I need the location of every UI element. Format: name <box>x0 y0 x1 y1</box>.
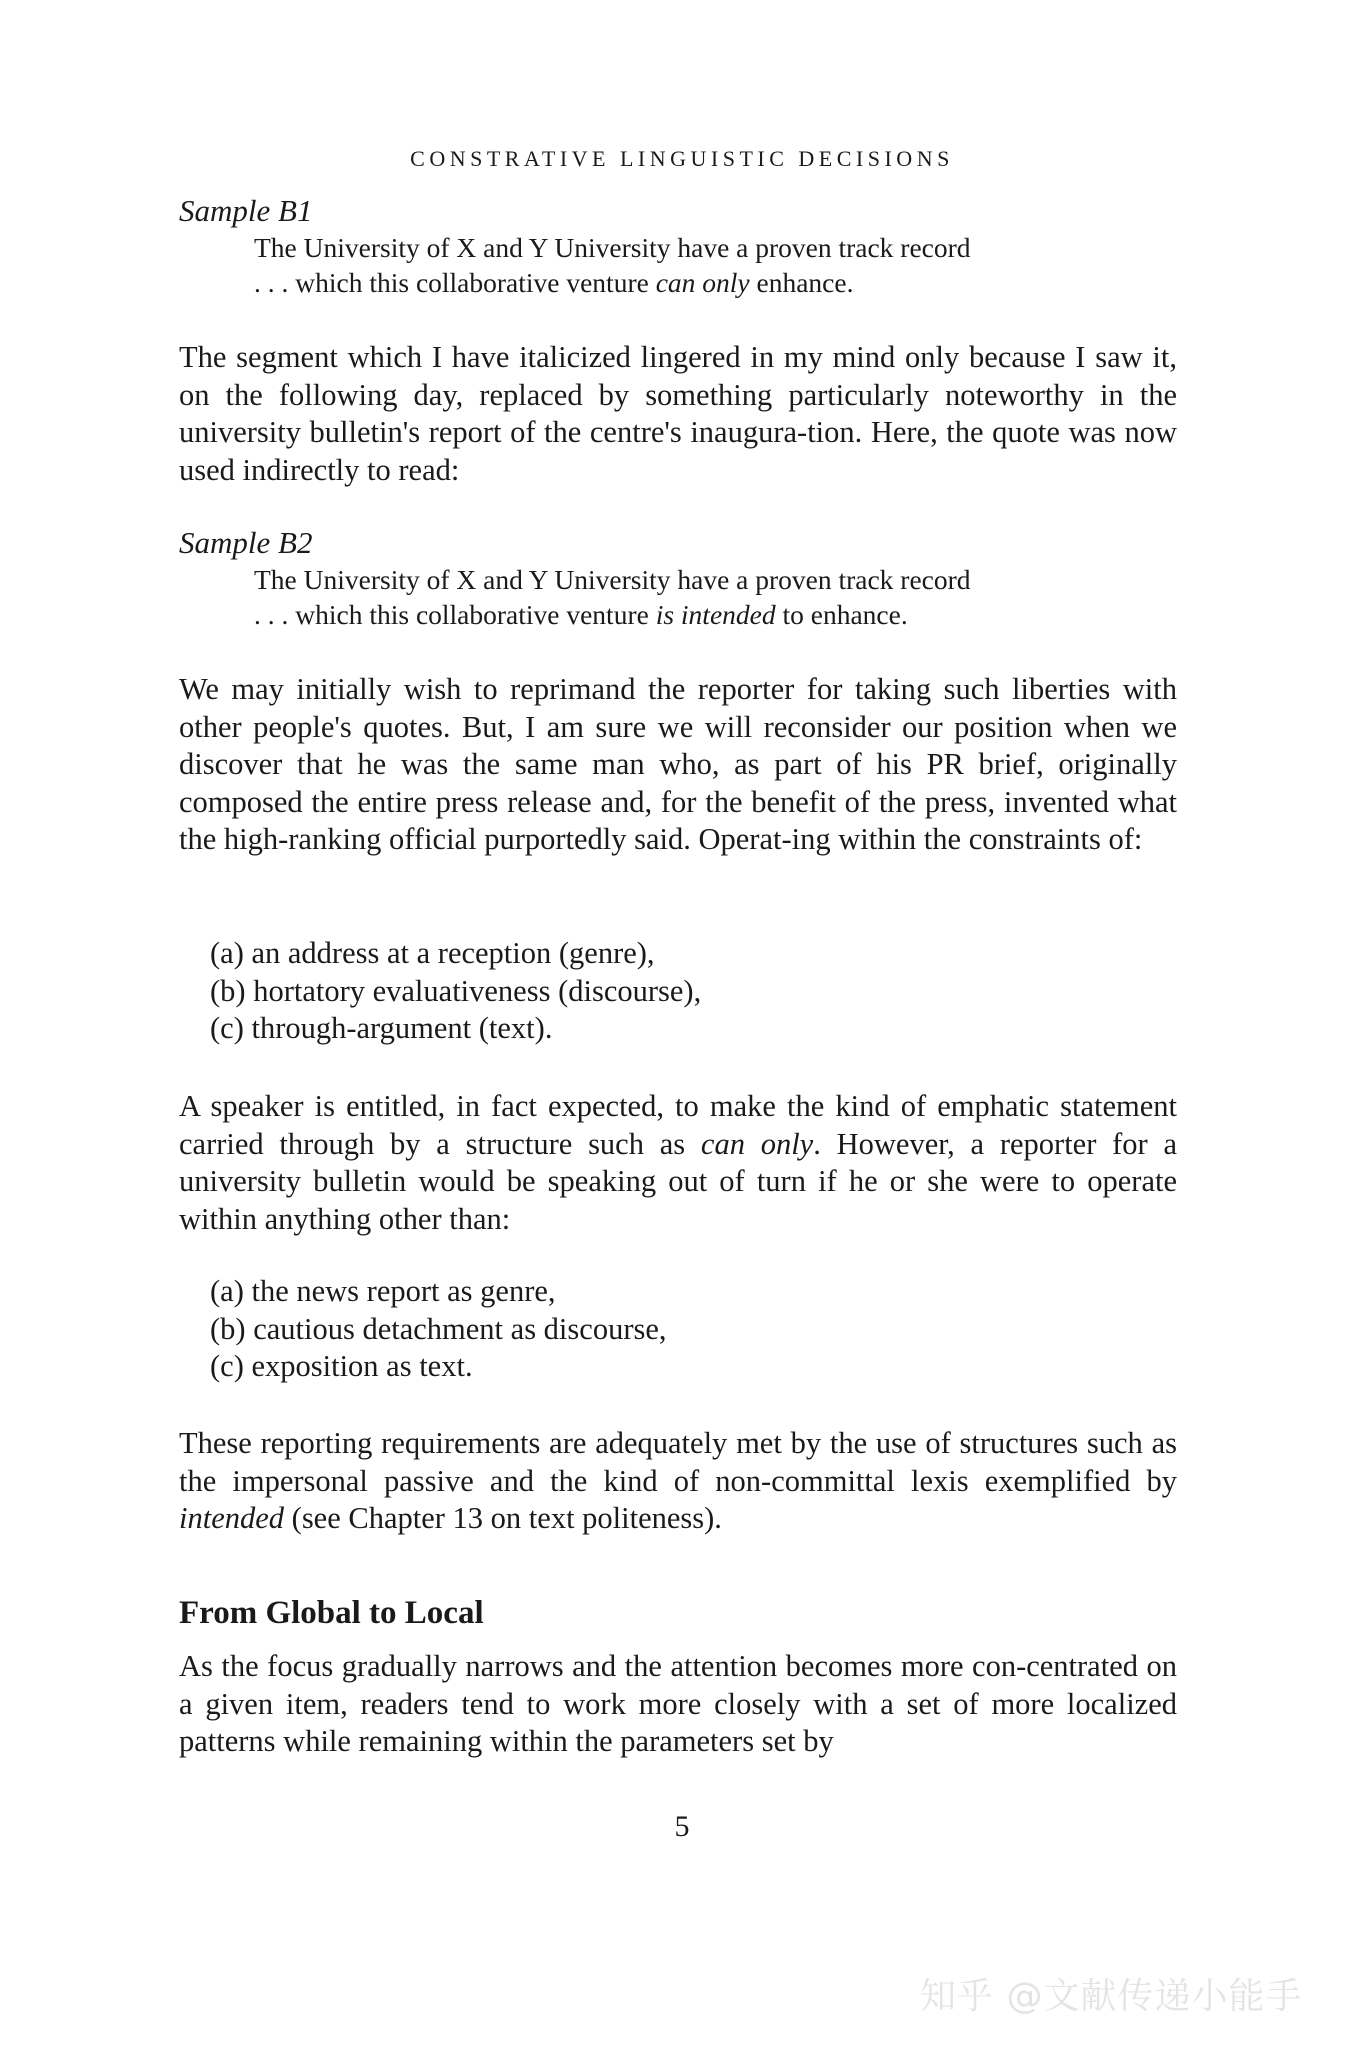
paragraph-4: These reporting requirements are adequately met by the use of structures such as the impersonal passive and the kind of non-committal lexis exemplified by intended (see Chapter 13 on text politeness). <box>179 1426 1177 1535</box>
sample-b2 <box>179 524 1177 632</box>
list-item: (b) cautious detachment as discourse, <box>210 1311 667 1346</box>
sample-b1-label: Sample B1 <box>179 193 313 228</box>
paragraph-3: A speaker is entitled, in fact expected, to make the kind of emphatic statement carried through by a structure such as can only. However, a reporter for a university bulletin would be speaking out of turn if he or she were to operate within anything other than: <box>179 1089 1177 1236</box>
sample-b1-line1: The University of X and Y University have a proven track record <box>254 232 971 263</box>
page-number: 5 <box>674 1810 690 1843</box>
italic-is-intended: is intended <box>655 599 776 630</box>
constraints-list-2 <box>210 1273 1208 1386</box>
sample-b2-quote <box>254 562 1177 632</box>
list-item: (c) through-argument (text). <box>210 1011 553 1045</box>
paragraph-2: We may initially wish to reprimand the reporter for taking such liberties with other people's quotes. But, I am sure we will reconsider our position when we discover that he was the same man who, as part of his PR brief, originally composed the entire press release and, for the benefit of the press, invented what the high-ranking official purportedly said. Operat-ing within the constraints of: <box>179 672 1177 856</box>
list-item: (a) an address at a reception (genre), <box>210 936 655 970</box>
sample-b1 <box>179 192 1177 300</box>
list-item: (c) exposition as text. <box>210 1349 473 1383</box>
section-heading: From Global to Local <box>179 1595 484 1631</box>
italic-can-only: can only <box>655 267 750 298</box>
paragraph-5: As the focus gradually narrows and the attention becomes more con-centrated on a given item, readers tend to work more closely with a set of more localized patterns while remaining within the parameters set by <box>179 1649 1177 1758</box>
sample-b1-line2: . . . which this collaborative venture can only enhance. <box>254 267 854 298</box>
constraints-list-1 <box>210 935 1208 1048</box>
sample-b2-line1: The University of X and Y University have a proven track record <box>254 564 971 595</box>
sample-b2-label: Sample B2 <box>179 525 313 560</box>
sample-b2-line2: . . . which this collaborative venture is intended to enhance. <box>254 599 908 630</box>
list-item: (a) the news report as genre, <box>210 1274 556 1308</box>
watermark: 知乎 @文献传递小能手 <box>920 1976 1303 2017</box>
paragraph-1: The segment which I have italicized lingered in my mind only because I saw it, on the following day, replaced by something particularly noteworthy in the university bulletin's report of the centre's inaugura-tion. Here, the quote was now used indirectly to read: <box>179 340 1177 487</box>
sample-b1-quote <box>254 230 1177 300</box>
running-head: CONSTRATIVE LINGUISTIC DECISIONS <box>410 146 954 171</box>
list-item: (b) hortatory evaluativeness (discourse), <box>210 973 702 1008</box>
